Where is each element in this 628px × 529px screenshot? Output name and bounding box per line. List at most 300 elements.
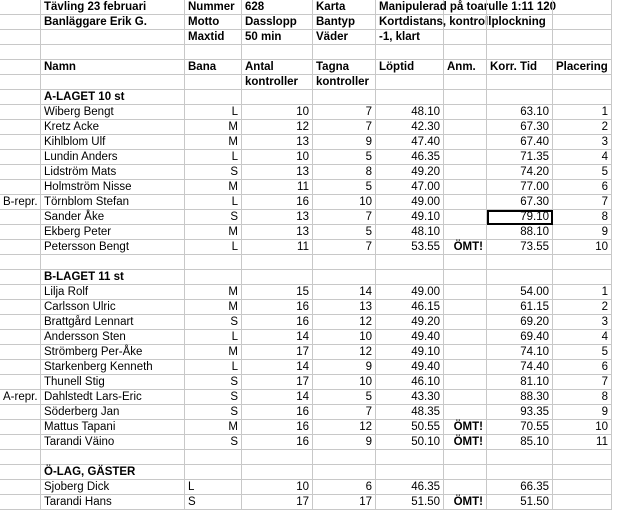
- sheet-cell[interactable]: 628: [242, 0, 313, 15]
- sheet-cell[interactable]: [444, 375, 487, 390]
- sheet-cell[interactable]: 47.00: [376, 180, 444, 195]
- sheet-cell[interactable]: 8: [553, 390, 612, 405]
- sheet-cell[interactable]: 5: [313, 390, 376, 405]
- sheet-cell[interactable]: [444, 180, 487, 195]
- sheet-cell[interactable]: [0, 330, 41, 345]
- sheet-cell[interactable]: Banläggare Erik G.: [41, 15, 185, 30]
- sheet-cell[interactable]: Löptid: [376, 60, 444, 75]
- sheet-cell[interactable]: 4: [553, 330, 612, 345]
- sheet-cell[interactable]: [444, 210, 487, 225]
- sheet-cell[interactable]: [553, 45, 612, 60]
- sheet-cell[interactable]: Thunell Stig: [41, 375, 185, 390]
- sheet-cell[interactable]: [376, 45, 444, 60]
- sheet-cell[interactable]: Anm.: [444, 60, 487, 75]
- sheet-cell[interactable]: 16: [242, 315, 313, 330]
- sheet-cell[interactable]: 51.50: [487, 495, 553, 510]
- sheet-cell[interactable]: [444, 390, 487, 405]
- sheet-cell[interactable]: [444, 150, 487, 165]
- sheet-cell[interactable]: [444, 480, 487, 495]
- sheet-cell[interactable]: 16: [242, 420, 313, 435]
- sheet-cell[interactable]: 46.35: [376, 150, 444, 165]
- selected-cell[interactable]: 79.10: [487, 210, 553, 225]
- sheet-cell[interactable]: 10: [242, 480, 313, 495]
- sheet-cell[interactable]: [553, 495, 612, 510]
- sheet-cell[interactable]: [185, 90, 242, 105]
- sheet-cell[interactable]: [41, 75, 185, 90]
- sheet-cell[interactable]: Törnblom Stefan: [41, 195, 185, 210]
- sheet-cell[interactable]: 54.00: [487, 285, 553, 300]
- sheet-cell[interactable]: [242, 255, 313, 270]
- sheet-cell[interactable]: [444, 135, 487, 150]
- sheet-cell[interactable]: 3: [553, 315, 612, 330]
- sheet-cell[interactable]: [0, 420, 41, 435]
- sheet-cell[interactable]: L: [185, 150, 242, 165]
- sheet-cell[interactable]: 71.35: [487, 150, 553, 165]
- sheet-cell[interactable]: 74.40: [487, 360, 553, 375]
- sheet-cell[interactable]: 1: [553, 285, 612, 300]
- sheet-cell[interactable]: 12: [313, 345, 376, 360]
- sheet-cell[interactable]: 17: [242, 375, 313, 390]
- sheet-cell[interactable]: 13: [242, 165, 313, 180]
- sheet-cell[interactable]: 12: [242, 120, 313, 135]
- sheet-cell[interactable]: Ekberg Peter: [41, 225, 185, 240]
- sheet-cell[interactable]: Motto: [185, 15, 242, 30]
- sheet-cell[interactable]: 49.40: [376, 360, 444, 375]
- sheet-cell[interactable]: kontroller: [313, 75, 376, 90]
- sheet-cell[interactable]: [444, 165, 487, 180]
- sheet-cell[interactable]: 13: [242, 210, 313, 225]
- sheet-cell[interactable]: 11: [553, 435, 612, 450]
- sheet-cell[interactable]: 48.35: [376, 405, 444, 420]
- sheet-cell[interactable]: [444, 360, 487, 375]
- sheet-cell[interactable]: 88.10: [487, 225, 553, 240]
- sheet-cell[interactable]: Placering: [553, 60, 612, 75]
- sheet-cell[interactable]: [553, 15, 612, 30]
- sheet-cell[interactable]: [0, 105, 41, 120]
- sheet-cell[interactable]: 14: [313, 285, 376, 300]
- sheet-cell[interactable]: 9: [553, 405, 612, 420]
- sheet-cell[interactable]: 16: [242, 435, 313, 450]
- sheet-cell[interactable]: [553, 90, 612, 105]
- sheet-cell[interactable]: [444, 270, 487, 285]
- sheet-cell[interactable]: 16: [242, 300, 313, 315]
- sheet-cell[interactable]: [553, 270, 612, 285]
- sheet-cell[interactable]: 73.55: [487, 240, 553, 255]
- sheet-cell[interactable]: [444, 315, 487, 330]
- sheet-cell[interactable]: ÖMT!: [444, 420, 487, 435]
- sheet-cell[interactable]: 9: [553, 225, 612, 240]
- sheet-cell[interactable]: [41, 450, 185, 465]
- sheet-cell[interactable]: 53.55: [376, 240, 444, 255]
- sheet-cell[interactable]: S: [185, 435, 242, 450]
- sheet-cell[interactable]: 50 min: [242, 30, 313, 45]
- sheet-cell[interactable]: [0, 150, 41, 165]
- sheet-cell[interactable]: 46.15: [376, 300, 444, 315]
- sheet-cell[interactable]: 46.10: [376, 375, 444, 390]
- sheet-cell[interactable]: [444, 30, 487, 45]
- sheet-cell[interactable]: 48.10: [376, 225, 444, 240]
- sheet-cell[interactable]: Mattus Tapani: [41, 420, 185, 435]
- sheet-cell[interactable]: L: [185, 240, 242, 255]
- sheet-cell[interactable]: M: [185, 225, 242, 240]
- sheet-cell[interactable]: Antal: [242, 60, 313, 75]
- sheet-cell[interactable]: 69.40: [487, 330, 553, 345]
- sheet-cell[interactable]: [0, 120, 41, 135]
- sheet-cell[interactable]: Väder: [313, 30, 376, 45]
- sheet-cell[interactable]: [242, 45, 313, 60]
- sheet-cell[interactable]: Lidström Mats: [41, 165, 185, 180]
- sheet-cell[interactable]: 69.20: [487, 315, 553, 330]
- sheet-cell[interactable]: [0, 465, 41, 480]
- sheet-cell[interactable]: 13: [313, 300, 376, 315]
- sheet-cell[interactable]: 81.10: [487, 375, 553, 390]
- sheet-cell[interactable]: 49.20: [376, 165, 444, 180]
- sheet-cell[interactable]: 61.15: [487, 300, 553, 315]
- sheet-cell[interactable]: 14: [242, 390, 313, 405]
- sheet-cell[interactable]: [0, 60, 41, 75]
- sheet-cell[interactable]: [41, 30, 185, 45]
- sheet-cell[interactable]: Lundin Anders: [41, 150, 185, 165]
- sheet-cell[interactable]: [313, 450, 376, 465]
- sheet-cell[interactable]: M: [185, 180, 242, 195]
- sheet-cell[interactable]: 16: [242, 195, 313, 210]
- sheet-cell[interactable]: 42.30: [376, 120, 444, 135]
- sheet-cell[interactable]: 12: [313, 315, 376, 330]
- sheet-cell[interactable]: [0, 180, 41, 195]
- sheet-cell[interactable]: [313, 270, 376, 285]
- sheet-cell[interactable]: 43.30: [376, 390, 444, 405]
- sheet-cell[interactable]: [444, 15, 487, 30]
- sheet-cell[interactable]: Dasslopp: [242, 15, 313, 30]
- sheet-cell[interactable]: M: [185, 285, 242, 300]
- sheet-cell[interactable]: [0, 15, 41, 30]
- sheet-cell[interactable]: 17: [313, 495, 376, 510]
- sheet-cell[interactable]: 9: [313, 360, 376, 375]
- sheet-cell[interactable]: 50.10: [376, 435, 444, 450]
- sheet-cell[interactable]: S: [185, 165, 242, 180]
- sheet-cell[interactable]: Lilja Rolf: [41, 285, 185, 300]
- sheet-cell[interactable]: 9: [313, 135, 376, 150]
- sheet-cell[interactable]: [185, 270, 242, 285]
- sheet-cell[interactable]: [0, 255, 41, 270]
- sheet-cell[interactable]: Dahlstedt Lars-Eric: [41, 390, 185, 405]
- sheet-cell[interactable]: Bantyp: [313, 15, 376, 30]
- sheet-cell[interactable]: 11: [242, 180, 313, 195]
- sheet-cell[interactable]: [185, 255, 242, 270]
- sheet-cell[interactable]: [444, 195, 487, 210]
- sheet-cell[interactable]: [242, 465, 313, 480]
- sheet-cell[interactable]: S: [185, 390, 242, 405]
- sheet-cell[interactable]: [185, 450, 242, 465]
- sheet-cell[interactable]: -1, klart: [376, 30, 444, 45]
- sheet-cell[interactable]: 10: [313, 375, 376, 390]
- sheet-cell[interactable]: [0, 270, 41, 285]
- sheet-cell[interactable]: [487, 465, 553, 480]
- sheet-cell[interactable]: 5: [553, 345, 612, 360]
- sheet-cell[interactable]: 13: [242, 225, 313, 240]
- sheet-cell[interactable]: [0, 75, 41, 90]
- sheet-cell[interactable]: [0, 300, 41, 315]
- sheet-cell[interactable]: [444, 120, 487, 135]
- sheet-cell[interactable]: M: [185, 120, 242, 135]
- sheet-cell[interactable]: [242, 270, 313, 285]
- sheet-cell[interactable]: [0, 240, 41, 255]
- sheet-cell[interactable]: 7: [313, 210, 376, 225]
- sheet-cell[interactable]: A-LAGET 10 st: [41, 90, 185, 105]
- sheet-cell[interactable]: [444, 405, 487, 420]
- sheet-cell[interactable]: Manipulerad på toarulle 1:11 120: [376, 0, 444, 15]
- sheet-cell[interactable]: [553, 75, 612, 90]
- sheet-cell[interactable]: Tagna: [313, 60, 376, 75]
- sheet-cell[interactable]: 5: [313, 150, 376, 165]
- sheet-cell[interactable]: [0, 435, 41, 450]
- sheet-cell[interactable]: Andersson Sten: [41, 330, 185, 345]
- sheet-cell[interactable]: ÖMT!: [444, 240, 487, 255]
- sheet-cell[interactable]: [313, 45, 376, 60]
- sheet-cell[interactable]: M: [185, 300, 242, 315]
- sheet-cell[interactable]: L: [185, 480, 242, 495]
- sheet-cell[interactable]: [185, 45, 242, 60]
- sheet-cell[interactable]: M: [185, 345, 242, 360]
- sheet-cell[interactable]: 2: [553, 120, 612, 135]
- sheet-cell[interactable]: [553, 480, 612, 495]
- sheet-cell[interactable]: 5: [313, 225, 376, 240]
- sheet-cell[interactable]: [553, 465, 612, 480]
- sheet-cell[interactable]: 7: [313, 405, 376, 420]
- sheet-cell[interactable]: [376, 270, 444, 285]
- sheet-cell[interactable]: [376, 465, 444, 480]
- sheet-cell[interactable]: Brattgård Lennart: [41, 315, 185, 330]
- sheet-cell[interactable]: [0, 45, 41, 60]
- sheet-cell[interactable]: 67.30: [487, 120, 553, 135]
- sheet-cell[interactable]: 10: [553, 240, 612, 255]
- sheet-cell[interactable]: 5: [313, 180, 376, 195]
- sheet-cell[interactable]: [0, 135, 41, 150]
- sheet-cell[interactable]: Ö-LAG, GÄSTER: [41, 465, 185, 480]
- sheet-cell[interactable]: [0, 480, 41, 495]
- sheet-cell[interactable]: Petersson Bengt: [41, 240, 185, 255]
- sheet-cell[interactable]: [487, 270, 553, 285]
- sheet-cell[interactable]: [0, 375, 41, 390]
- sheet-cell[interactable]: L: [185, 105, 242, 120]
- sheet-cell[interactable]: 14: [242, 330, 313, 345]
- sheet-cell[interactable]: Strömberg Per-Åke: [41, 345, 185, 360]
- sheet-cell[interactable]: ÖMT!: [444, 495, 487, 510]
- sheet-cell[interactable]: 49.00: [376, 195, 444, 210]
- sheet-cell[interactable]: [41, 255, 185, 270]
- sheet-cell[interactable]: 74.20: [487, 165, 553, 180]
- sheet-cell[interactable]: 49.10: [376, 345, 444, 360]
- sheet-cell[interactable]: [444, 255, 487, 270]
- sheet-cell[interactable]: Kihlblom Ulf: [41, 135, 185, 150]
- sheet-cell[interactable]: 51.50: [376, 495, 444, 510]
- sheet-cell[interactable]: 50.55: [376, 420, 444, 435]
- sheet-cell[interactable]: S: [185, 495, 242, 510]
- sheet-cell[interactable]: Karta: [313, 0, 376, 15]
- sheet-cell[interactable]: [487, 450, 553, 465]
- sheet-cell[interactable]: 13: [242, 135, 313, 150]
- sheet-cell[interactable]: 15: [242, 285, 313, 300]
- sheet-cell[interactable]: Wiberg Bengt: [41, 105, 185, 120]
- sheet-cell[interactable]: [0, 285, 41, 300]
- sheet-cell[interactable]: 66.35: [487, 480, 553, 495]
- sheet-cell[interactable]: Starkenberg Kenneth: [41, 360, 185, 375]
- sheet-cell[interactable]: [444, 345, 487, 360]
- sheet-cell[interactable]: 12: [313, 420, 376, 435]
- sheet-cell[interactable]: [376, 450, 444, 465]
- sheet-cell[interactable]: [0, 225, 41, 240]
- sheet-cell[interactable]: 7: [313, 240, 376, 255]
- sheet-cell[interactable]: [0, 30, 41, 45]
- sheet-cell[interactable]: [376, 90, 444, 105]
- sheet-cell[interactable]: 8: [553, 210, 612, 225]
- sheet-cell[interactable]: 10: [313, 330, 376, 345]
- sheet-cell[interactable]: kontroller: [242, 75, 313, 90]
- sheet-cell[interactable]: 47.40: [376, 135, 444, 150]
- sheet-cell[interactable]: 74.10: [487, 345, 553, 360]
- sheet-cell[interactable]: [0, 0, 41, 15]
- sheet-cell[interactable]: 85.10: [487, 435, 553, 450]
- sheet-cell[interactable]: L: [185, 195, 242, 210]
- sheet-cell[interactable]: [0, 210, 41, 225]
- sheet-cell[interactable]: 6: [313, 480, 376, 495]
- sheet-cell[interactable]: 17: [242, 495, 313, 510]
- sheet-cell[interactable]: Korr. Tid: [487, 60, 553, 75]
- sheet-cell[interactable]: 5: [553, 165, 612, 180]
- sheet-cell[interactable]: Kortdistans, kontrollplockning: [376, 15, 444, 30]
- sheet-cell[interactable]: [185, 465, 242, 480]
- sheet-cell[interactable]: 49.00: [376, 285, 444, 300]
- sheet-cell[interactable]: 7: [313, 105, 376, 120]
- sheet-cell[interactable]: [444, 105, 487, 120]
- sheet-cell[interactable]: Sjoberg Dick: [41, 480, 185, 495]
- sheet-cell[interactable]: Tarandi Hans: [41, 495, 185, 510]
- sheet-cell[interactable]: B-repr.: [0, 195, 41, 210]
- sheet-cell[interactable]: [444, 45, 487, 60]
- sheet-cell[interactable]: [0, 450, 41, 465]
- sheet-cell[interactable]: [487, 0, 553, 15]
- sheet-cell[interactable]: 7: [313, 120, 376, 135]
- sheet-cell[interactable]: 16: [242, 405, 313, 420]
- sheet-cell[interactable]: 14: [242, 360, 313, 375]
- sheet-cell[interactable]: 10: [242, 105, 313, 120]
- sheet-cell[interactable]: [185, 75, 242, 90]
- sheet-cell[interactable]: [0, 90, 41, 105]
- sheet-cell[interactable]: 46.35: [376, 480, 444, 495]
- sheet-cell[interactable]: [376, 75, 444, 90]
- sheet-cell[interactable]: 1: [553, 105, 612, 120]
- sheet-cell[interactable]: 10: [313, 195, 376, 210]
- sheet-cell[interactable]: Carlsson Ulric: [41, 300, 185, 315]
- sheet-cell[interactable]: Holmström Nisse: [41, 180, 185, 195]
- sheet-cell[interactable]: 70.55: [487, 420, 553, 435]
- sheet-cell[interactable]: 3: [553, 135, 612, 150]
- sheet-cell[interactable]: M: [185, 135, 242, 150]
- sheet-cell[interactable]: 63.10: [487, 105, 553, 120]
- sheet-cell[interactable]: B-LAGET 11 st: [41, 270, 185, 285]
- sheet-cell[interactable]: [313, 465, 376, 480]
- sheet-cell[interactable]: Nummer: [185, 0, 242, 15]
- sheet-cell[interactable]: 2: [553, 300, 612, 315]
- sheet-cell[interactable]: [0, 315, 41, 330]
- sheet-cell[interactable]: 67.40: [487, 135, 553, 150]
- sheet-cell[interactable]: [444, 450, 487, 465]
- sheet-cell[interactable]: [444, 90, 487, 105]
- sheet-cell[interactable]: 7: [553, 195, 612, 210]
- sheet-cell[interactable]: 8: [313, 165, 376, 180]
- sheet-cell[interactable]: 77.00: [487, 180, 553, 195]
- sheet-cell[interactable]: [376, 255, 444, 270]
- sheet-cell[interactable]: Söderberg Jan: [41, 405, 185, 420]
- sheet-cell[interactable]: [444, 330, 487, 345]
- sheet-cell[interactable]: Tävling 23 februari: [41, 0, 185, 15]
- sheet-cell[interactable]: L: [185, 360, 242, 375]
- sheet-cell[interactable]: Sander Åke: [41, 210, 185, 225]
- sheet-cell[interactable]: [444, 285, 487, 300]
- sheet-cell[interactable]: Maxtid: [185, 30, 242, 45]
- sheet-cell[interactable]: [41, 45, 185, 60]
- sheet-cell[interactable]: A-repr.: [0, 390, 41, 405]
- sheet-cell[interactable]: [487, 255, 553, 270]
- sheet-cell[interactable]: 10: [553, 420, 612, 435]
- sheet-cell[interactable]: [487, 30, 553, 45]
- sheet-cell[interactable]: 6: [553, 360, 612, 375]
- sheet-cell[interactable]: 67.30: [487, 195, 553, 210]
- sheet-cell[interactable]: [444, 465, 487, 480]
- sheet-cell[interactable]: 17: [242, 345, 313, 360]
- sheet-cell[interactable]: [553, 255, 612, 270]
- sheet-cell[interactable]: ÖMT!: [444, 435, 487, 450]
- sheet-cell[interactable]: 7: [553, 375, 612, 390]
- sheet-cell[interactable]: [313, 90, 376, 105]
- sheet-cell[interactable]: 49.20: [376, 315, 444, 330]
- sheet-cell[interactable]: [242, 450, 313, 465]
- sheet-cell[interactable]: 48.10: [376, 105, 444, 120]
- sheet-cell[interactable]: 9: [313, 435, 376, 450]
- sheet-cell[interactable]: 6: [553, 180, 612, 195]
- sheet-cell[interactable]: [487, 45, 553, 60]
- sheet-cell[interactable]: 88.30: [487, 390, 553, 405]
- sheet-cell[interactable]: [553, 0, 612, 15]
- sheet-cell[interactable]: [0, 165, 41, 180]
- sheet-cell[interactable]: [487, 15, 553, 30]
- sheet-cell[interactable]: S: [185, 210, 242, 225]
- sheet-cell[interactable]: 11: [242, 240, 313, 255]
- sheet-cell[interactable]: [0, 495, 41, 510]
- sheet-cell[interactable]: 49.40: [376, 330, 444, 345]
- sheet-cell[interactable]: S: [185, 315, 242, 330]
- sheet-cell[interactable]: [487, 90, 553, 105]
- sheet-cell[interactable]: [242, 90, 313, 105]
- sheet-cell[interactable]: Tarandi Väino: [41, 435, 185, 450]
- sheet-cell[interactable]: [553, 450, 612, 465]
- sheet-cell[interactable]: 49.10: [376, 210, 444, 225]
- sheet-cell[interactable]: S: [185, 405, 242, 420]
- sheet-cell[interactable]: M: [185, 420, 242, 435]
- sheet-cell[interactable]: 4: [553, 150, 612, 165]
- sheet-cell[interactable]: [444, 300, 487, 315]
- sheet-cell[interactable]: Bana: [185, 60, 242, 75]
- sheet-cell[interactable]: [0, 360, 41, 375]
- sheet-cell[interactable]: S: [185, 375, 242, 390]
- sheet-cell[interactable]: [487, 75, 553, 90]
- sheet-cell[interactable]: 10: [242, 150, 313, 165]
- sheet-cell[interactable]: [0, 405, 41, 420]
- sheet-cell[interactable]: [444, 75, 487, 90]
- sheet-cell[interactable]: [444, 225, 487, 240]
- sheet-cell[interactable]: Kretz Acke: [41, 120, 185, 135]
- sheet-cell[interactable]: L: [185, 330, 242, 345]
